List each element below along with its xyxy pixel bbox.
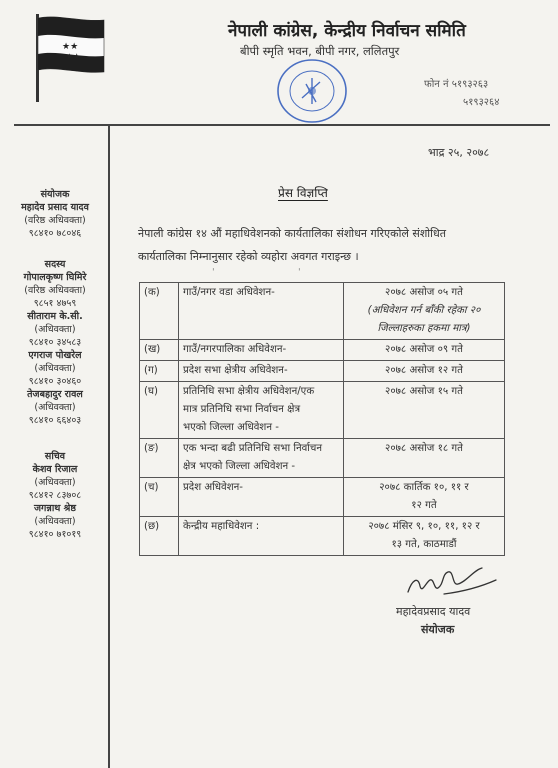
sidebar-divider [108,124,110,768]
party-flag-icon [38,16,106,76]
row-event: प्रतिनिधि सभा क्षेत्रीय अधिवेशन/एक [183,386,315,397]
row-date: २०७८ असोज ०९ गते [344,340,505,361]
row-event: प्रदेश अधिवेशन- [179,478,344,517]
notice-body [138,222,510,268]
sidebar-convener [4,188,106,240]
row-event: प्रदेश सभा क्षेत्रीय अधिवेशन- [179,361,344,382]
member-name: एगराज पोखरेल [28,350,82,361]
table-row [140,340,505,361]
svg-text:★★: ★★ [66,52,81,61]
notice-body-line: कार्यतालिका निम्नानुसार रहेको व्यहोरा अवगत गराइन्छ । [138,250,359,263]
row-date: १२ गते [411,500,437,511]
phone-number-1: फोन नं ५१९३२६३ [424,79,489,90]
row-event: मात्र प्रतिनिधि सभा निर्वाचन क्षेत्र [183,404,301,415]
member-title: (वरिष्ठ अधिवक्ता) [24,285,86,296]
notice-body-line: नेपाली कांग्रेस १४ औं महाधिवेशनको कार्यतालिका संशोधन गरिएकोले संशोधित [138,227,447,240]
row-date-cell [344,517,505,556]
secretary-phone: ९८४१२ ८३७०८ [28,490,82,501]
member-title: (अधिवक्ता) [34,363,76,374]
member-name: तेजबहादुर रावल [27,389,83,400]
official-seal-icon [276,58,348,124]
table-row [140,517,505,556]
sidebar-members [4,258,106,427]
organization-address: बीपी स्मृति भवन, बीपी नगर, ललितपुर [240,44,400,58]
row-date: २०७८ कार्तिक १०, ११ र [379,482,469,493]
press-release-title: प्रेस विज्ञप्ति [278,186,328,200]
secretary-title: (अधिवक्ता) [34,477,76,488]
secretary-2-title: (अधिवक्ता) [34,516,76,527]
release-date: भाद्र २५, २०७८ [428,146,490,159]
row-date-cell [344,283,505,340]
convener-name: महादेव प्रसाद यादव [21,202,89,213]
row-code: (ग) [140,361,179,382]
convener-role: संयोजक [40,189,70,200]
row-event: गाउँ/नगर वडा अधिवेशन- [179,283,344,340]
schedule-table [139,282,505,556]
row-event: क्षेत्र भएको जिल्ला अधिवेशन - [183,461,296,472]
member-title: (अधिवक्ता) [34,324,76,335]
table-row [140,283,505,340]
member-title: (अधिवक्ता) [34,402,76,413]
row-code: (घ) [140,382,179,439]
row-date-cell [344,478,505,517]
table-row [140,382,505,439]
row-event: एक भन्दा बढी प्रतिनिधि सभा निर्वाचन [183,443,323,454]
row-event-cell [179,439,344,478]
row-code: (क) [140,283,179,340]
row-event: भएको जिल्ला अधिवेशन - [183,422,279,433]
row-note: (अधिवेशन गर्न बाँकी रहेका २० [367,305,481,316]
secretary-role: सचिव [44,451,66,462]
row-note: जिल्लाहरुका हकमा मात्र) [377,323,471,334]
phone-number-2: ५१९३२६४ [463,97,500,108]
table-row [140,361,505,382]
row-date: २०७८ असोज १५ गते [344,382,505,439]
convener-phone: ९८४१० ७८०४६ [28,228,82,239]
row-code: (छ) [140,517,179,556]
signature-icon [404,562,500,604]
row-date: २०७८ असोज १२ गते [344,361,505,382]
member-phone: ९८४१० ३०४६० [28,376,82,387]
header-divider [14,124,550,126]
secretary-name: केशव रिजाल [32,464,78,475]
row-date: २०७८ असोज ०५ गते [385,287,463,298]
row-event: गाउँ/नगरपालिका अधिवेशन- [179,340,344,361]
row-event: केन्द्रीय महाधिवेशन : [179,517,344,556]
row-code: (ङ) [140,439,179,478]
member-phone: ९८४१० ६६४०३ [28,415,82,426]
members-heading: सदस्य [44,259,66,270]
member-phone: ९८४१० ३४५८३ [28,337,82,348]
secretary-2-name: जगन्नाथ श्रेष्ठ [34,503,76,514]
svg-text:★★: ★★ [62,42,79,52]
member-phone: ९८५१ ४७५९ [33,298,77,309]
member-name: सीताराम के.सी. [27,311,83,322]
row-event-cell [179,382,344,439]
signatory-name: महादेवप्रसाद यादव [396,605,471,618]
member-name: गोपालकृष्ण घिमिरे [23,272,87,283]
row-date: १३ गते, काठमाडौं [391,539,457,550]
table-row [140,478,505,517]
row-date: २०७८ असोज १८ गते [344,439,505,478]
press-release-page: ★★ ★★ नेपाली कांग्रेस, केन्द्रीय निर्वाचन समिति बीपी स्मृति भवन, बीपी नगर, ललितपुर फोन नं ५१९३२६३ ५१९३२६४ भाद्र २५, २०७८ संयोजक महादेव प्रसाद यादव (वरिष्ठ अधिवक्ता) ९८४१० ७८०४६ सदस्य गोपालकृष्ण घिमिरे (वरिष्ठ अधिवक्ता) ९८५१ ४७५९ सीताराम के.सी. (अधिवक्ता) ९८४१० ३४५८३ एगराज पोखरेल (अधिवक्ता) ९८४१० ३०४६० तेजबहादुर रावल (अधिवक्ता) ९८४१० ६६४०३ सचिव केशव रिजाल (अधिवक्ता) ९८४१२ ८३७०८ जगन्नाथ श्रेष्ठ (अधिवक्ता) ९८४१० ७१०१९ प्रेस विज्ञप्ति नेपाली कांग्रेस १४ औं महाधिवेशनको कार्यतालिका संशोधन गरिएकोले संशोधित कार्यतालिका निम्नानुसार रहेको व्यहोरा अवगत गराइन्छ । ˈ ˈ (क) गाउँ/नगर वडा अधिवेशन- २०७८ असोज ०५ गते (अधिवेशन गर्न बाँकी रहेका २० जिल्लाहरुका हकमा मात्र) (ख) गाउँ/नगरपालिका अधिवेशन- २०७८ असोज ०९ गते (ग) प्रदेश सभा क्षेत्रीय अधिवेशन- २०७८ असोज १२ गते (घ) प्रतिनिधि सभा क्षेत्रीय अधिवेशन/एक मात्र प्रतिनिधि सभा निर्वाचन क्षेत्र भएको जिल्ला अधिवेशन - २०७८ असोज १५ गते (ङ) एक भन्दा बढी प्रतिनिधि सभा निर्वाचन क्षेत्र भएको जिल्ला अधिवेशन - २०७८ असोज १८ गते (च) प्रदेश अधिवेशन- २०७८ कार्तिक १०, ११ र १२ गते (छ) केन्द्रीय महाधिवेशन : २०७८ मंसिर ९, १०, ११, १२ र १३ गते, काठमाडौं महादेवप्रसाद यादव संयोजक [0,0,558,768]
secretary-2-phone: ९८४१० ७१०१९ [28,529,82,540]
sidebar-secretary [4,450,106,541]
organization-title: नेपाली कांग्रेस, केन्द्रीय निर्वाचन समिति [228,21,466,41]
signatory-role: संयोजक [421,623,455,636]
row-code: (च) [140,478,179,517]
table-row [140,439,505,478]
convener-title: (वरिष्ठ अधिवक्ता) [24,215,86,226]
row-date: २०७८ मंसिर ९, १०, ११, १२ र [368,521,480,532]
row-code: (ख) [140,340,179,361]
